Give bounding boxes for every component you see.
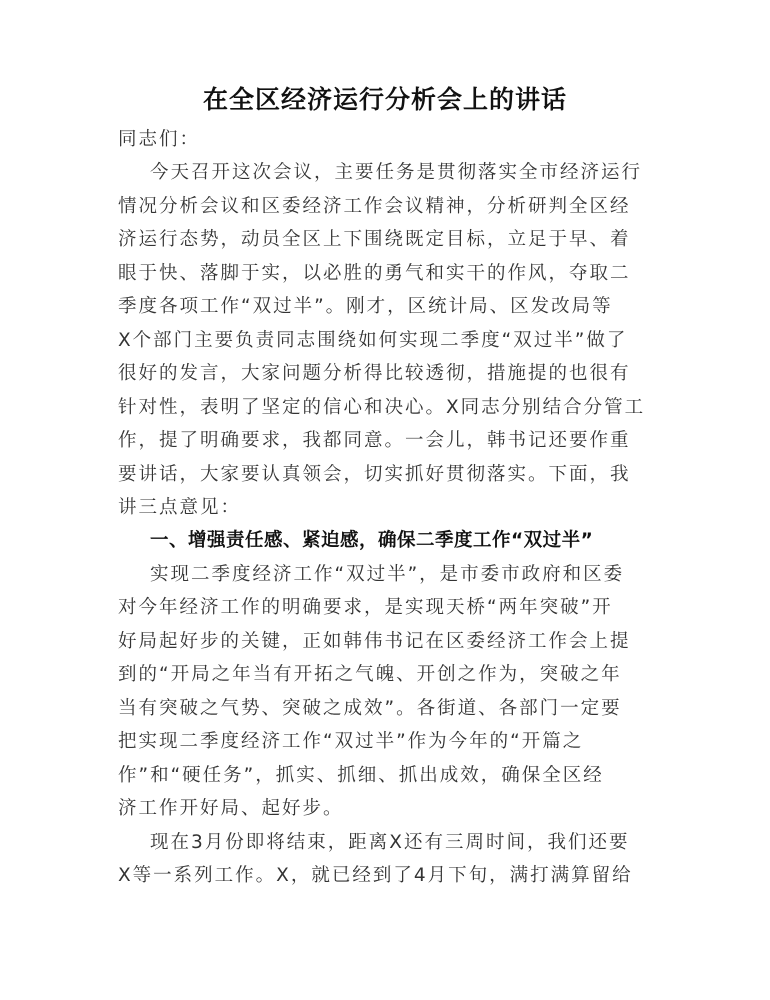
text-line: 到的“开局之年当有开拓之气魄、开创之作为，突破之年 — [118, 664, 622, 685]
text-line: 济运行态势，动员全区上下围绕既定目标，立足于早、着 — [118, 229, 631, 250]
text-line: 好局起好步的关键，正如韩伟书记在区委经济工作会上提 — [118, 631, 631, 652]
salutation-line: 同志们： — [118, 129, 201, 150]
text-line: 季度各项工作“双过半”。刚才，区统计局、区发改局等 — [118, 296, 613, 317]
text-line: 现在3月份即将结束，距离X还有三周时间，我们还要 — [150, 832, 630, 853]
text-line: 作”和“硬任务”，抓实、抓细、抓出成效，确保全区经 — [118, 765, 604, 786]
text-line: 要讲话，大家要认真领会，切实抓好贯彻落实。下面，我 — [118, 464, 631, 485]
text-line: X个部门主要负责同志围绕如何实现二季度“双过半”做了 — [118, 330, 628, 351]
text-line: X等一系列工作。X，就已经到了4月下旬，满打满算留给 — [118, 865, 633, 886]
text-line: 作，提了明确要求，我都同意。一会儿，韩书记还要作重 — [118, 430, 631, 451]
text-line: 对今年经济工作的明确要求，是实现天桥“两年突破”开 — [118, 597, 613, 618]
section-heading: 一、增强责任感、紧迫感，确保二季度工作“双过半” — [150, 530, 594, 551]
text-line: 当有突破之气势、突破之成效”。各街道、各部门一定要 — [118, 698, 622, 719]
text-line: 很好的发言，大家问题分析得比较透彻，措施提的也很有 — [118, 363, 631, 384]
text-line: 针对性，表明了坚定的信心和决心。X同志分别结合分管工 — [118, 397, 646, 418]
text-line: 把实现二季度经济工作“双过半”作为今年的“开篇之 — [118, 731, 584, 752]
text-line: 情况分析会议和区委经济工作会议精神，分析研判全区经 — [118, 196, 631, 217]
text-line: 实现二季度经济工作“双过半”，是市委市政府和区委 — [150, 564, 625, 585]
text-line: 眼于快、落脚于实，以必胜的勇气和实干的作风，夺取二 — [118, 263, 631, 284]
text-line: 讲三点意见： — [118, 497, 242, 518]
text-line: 今天召开这次会议，主要任务是贯彻落实全市经济运行 — [150, 162, 643, 183]
text-line: 济工作开好局、起好步。 — [118, 798, 344, 819]
document-title: 在全区经济运行分析会上的讲话 — [202, 85, 567, 114]
